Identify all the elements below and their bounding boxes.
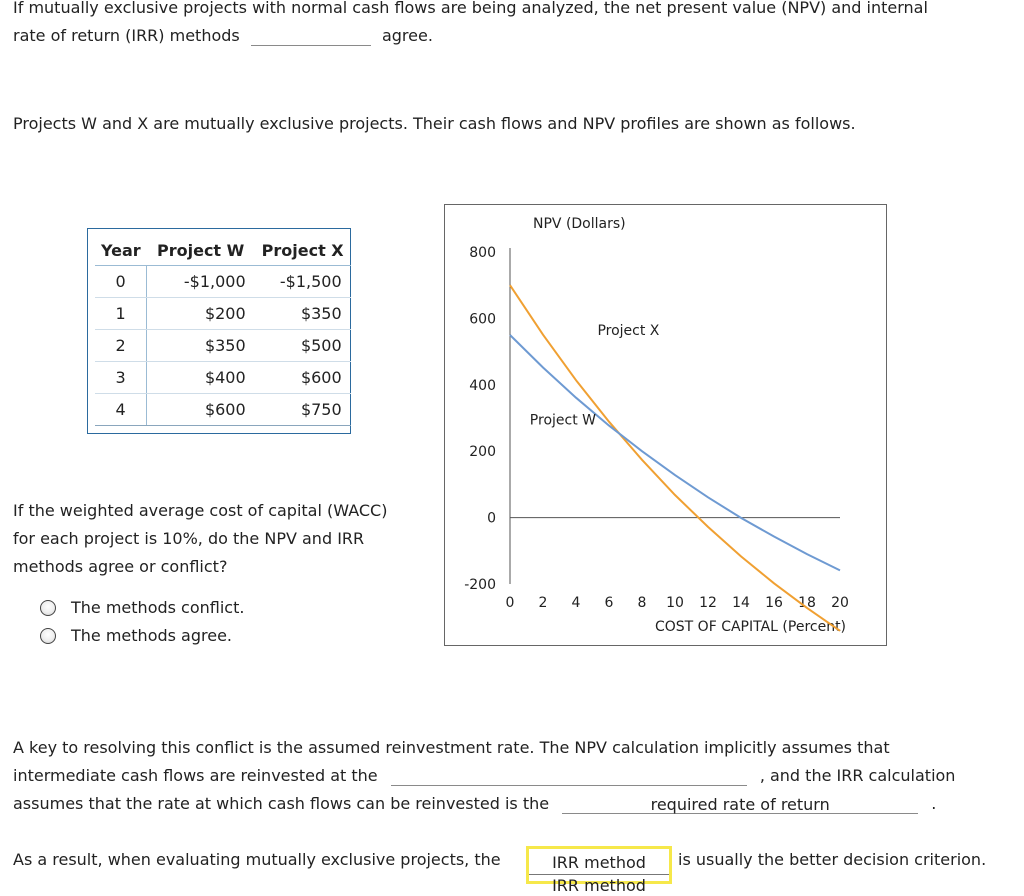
col-header-project-w: Project W xyxy=(147,236,255,266)
project-w-label: Project W xyxy=(529,412,597,429)
project-w-cell: $400 xyxy=(147,362,255,394)
y-tick-label: 200 xyxy=(469,444,496,461)
q3-line1: A key to resolving this conflict is the assumed reinvestment rate. The NPV calculation implicitly assumes that xyxy=(13,738,890,757)
y-tick-label: 400 xyxy=(469,377,496,394)
x-tick-label: 4 xyxy=(571,595,581,611)
npv-profile-chart xyxy=(444,204,887,646)
project-x-cell: $350 xyxy=(255,298,351,330)
radio-methods-agree[interactable] xyxy=(40,628,56,644)
x-tick-label: 8 xyxy=(637,595,647,611)
q3-line3 xyxy=(13,794,936,814)
q1-line2 xyxy=(13,26,433,46)
year-cell: 3 xyxy=(95,362,147,394)
y-tick-label: 0 xyxy=(487,510,496,527)
year-cell: 4 xyxy=(95,394,147,426)
col-header-year: Year xyxy=(95,236,147,266)
project-w-cell: $350 xyxy=(147,330,255,362)
x-tick-label: 0 xyxy=(505,595,515,611)
decision-criterion-dropdown[interactable] xyxy=(526,846,672,895)
radio-methods-conflict[interactable] xyxy=(40,600,56,616)
dropdown-option[interactable]: IRR method xyxy=(552,876,646,895)
chart-plot-area xyxy=(464,245,849,631)
cash-flow-table xyxy=(95,236,351,426)
table-row xyxy=(95,266,351,298)
project-x-cell: $600 xyxy=(255,362,351,394)
x-tick-label: 14 xyxy=(732,595,750,611)
col-header-project-x: Project X xyxy=(255,236,351,266)
series-line-project-x xyxy=(510,285,840,631)
year-cell: 0 xyxy=(95,266,147,298)
x-tick-label: 18 xyxy=(798,595,816,611)
q4-prefix: As a result, when evaluating mutually exclusive projects, the xyxy=(13,850,501,869)
x-axis-label: COST OF CAPITAL (Percent) xyxy=(655,619,847,635)
x-tick-label: 2 xyxy=(538,595,548,611)
q1-suffix: agree. xyxy=(381,26,433,45)
q3-line3-prefix: assumes that the rate at which cash flows can be reinvested is the xyxy=(13,794,550,813)
project-x-label: Project X xyxy=(597,323,660,340)
dropdown-selected-option[interactable]: IRR method xyxy=(529,852,669,875)
y-tick-label: 600 xyxy=(469,311,496,328)
project-w-cell: $600 xyxy=(147,394,255,426)
x-tick-label: 10 xyxy=(666,595,684,611)
year-cell: 2 xyxy=(95,330,147,362)
x-tick-label: 6 xyxy=(604,595,614,611)
q2-line2: for each project is 10%, do the NPV and IRR xyxy=(13,529,365,548)
project-x-cell: $500 xyxy=(255,330,351,362)
q1-line1: If mutually exclusive projects with normal cash flows are being analyzed, the net present value (NPV) and internal xyxy=(13,0,928,17)
table-row xyxy=(95,394,351,426)
q1-answer-dropdown[interactable] xyxy=(251,27,371,46)
project-x-cell: $750 xyxy=(255,394,351,426)
table-row xyxy=(95,362,351,394)
option-methods-agree-label[interactable]: The methods agree. xyxy=(71,626,233,645)
y-axis-label: NPV (Dollars) xyxy=(533,216,626,232)
project-x-cell: -$1,500 xyxy=(255,266,351,298)
table-row xyxy=(95,298,351,330)
reinvestment-rate-irr-dropdown[interactable]: required rate of return xyxy=(562,795,918,814)
x-tick-label: 20 xyxy=(831,595,849,611)
q3-line2-suffix: , and the IRR calculation xyxy=(759,766,956,785)
table-row xyxy=(95,330,351,362)
x-tick-label: 12 xyxy=(699,595,717,611)
q2-line3: methods agree or conflict? xyxy=(13,557,228,576)
y-tick-label: 800 xyxy=(469,245,496,261)
option-methods-conflict-label[interactable]: The methods conflict. xyxy=(71,598,245,617)
y-tick-label: -200 xyxy=(464,577,496,593)
q3-line2-prefix: intermediate cash flows are reinvested at the xyxy=(13,766,378,785)
q4-suffix: is usually the better decision criterion. xyxy=(678,850,987,869)
q2-line1: If the weighted average cost of capital (WACC) xyxy=(13,501,388,520)
q3-line3-suffix: . xyxy=(931,794,937,813)
q1-prefix: rate of return (IRR) methods xyxy=(13,26,240,45)
q3-line2 xyxy=(13,766,955,786)
intro-text: Projects W and X are mutually exclusive projects. Their cash flows and NPV profiles are shown as follows. xyxy=(13,114,856,133)
year-cell: 1 xyxy=(95,298,147,330)
project-w-cell: $200 xyxy=(147,298,255,330)
series-line-project-w xyxy=(510,335,840,570)
reinvestment-rate-npv-dropdown[interactable] xyxy=(391,767,747,786)
project-w-cell: -$1,000 xyxy=(147,266,255,298)
x-tick-label: 16 xyxy=(765,595,783,611)
